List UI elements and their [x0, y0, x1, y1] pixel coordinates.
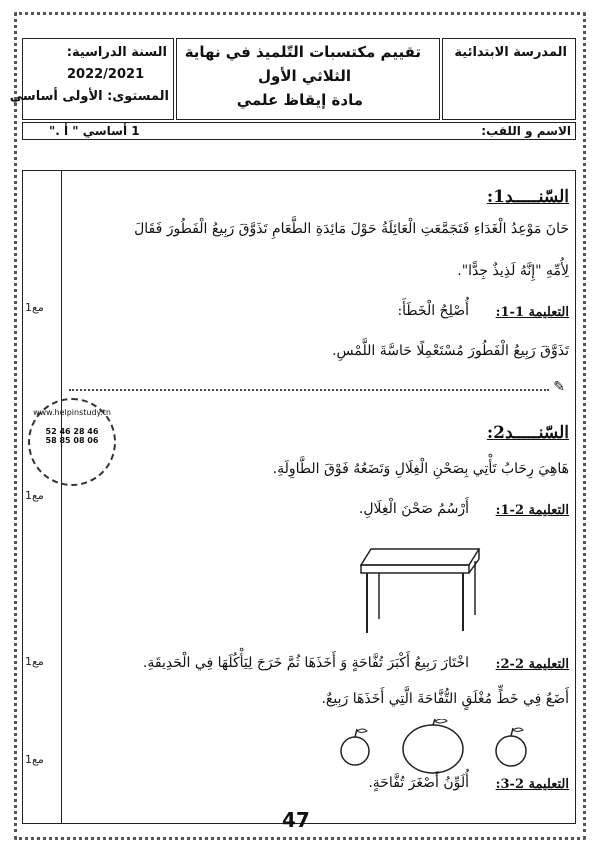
- instruction-2-3-text: أُلَوِّنُ أَصْغَرَ تُفَّاحَةٍ.: [368, 775, 469, 791]
- section1-text-line1: حَانَ مَوْعِدُ الْغَدَاءِ فَتَجَمَّعَتِ الْعَائِلَةُ حَوْلَ مَائِدَةِ الطَّعَامِ تَذَوَّقَ رَبِيعُ الْفَطُورَ فَقَالَ: [134, 221, 569, 237]
- page-number: 47: [282, 808, 310, 832]
- instruction-2-2-text: اخْتَارَ رَبِيعُ أَكْبَرَ تُفَّاحَةٍ وَ أَخَذَهَا ثُمَّ خَرَجَ لِيَأْكُلَهَا فِي الْحَدِيقَةِ.: [142, 655, 469, 671]
- year-label: السنة الدراسية:: [66, 45, 167, 60]
- header-title-box: [176, 38, 440, 120]
- apple-large-icon: [403, 719, 463, 773]
- header-year-box: [9, 38, 174, 120]
- instruction-2-1-text: أَرْسُمُ صَحْنَ الْغِلَالِ.: [358, 501, 469, 517]
- section2-title: السّنـــــد2:: [486, 423, 569, 443]
- level-label: المستوى: الأولى أساسي: [9, 89, 169, 104]
- item-2-2: أَضَعُ فِي خَطٍّ مُغْلَقٍ التُّفَّاحَةَ الَّتِي أَخَذَهَا رَبِيعٌ.: [321, 691, 569, 707]
- pencil-icon: ✎: [553, 379, 565, 395]
- site-stamp: [28, 398, 116, 486]
- name-row: [22, 122, 576, 140]
- answer-line: [69, 389, 549, 391]
- instruction-1-1-text: أُصْلِحُ الْخَطَأَ:: [397, 303, 469, 319]
- stamp-phone2: 58 85 08 06: [45, 436, 99, 445]
- apple-small-icon: [341, 729, 369, 765]
- title-line3: مادة إيقاظ علمي: [236, 91, 363, 109]
- item-1-1: تَذَوَّقَ رَبِيعُ الْفَطُورَ مُسْتَعْمِلًا حَاسَّةَ اللَّمْسِ.: [332, 343, 569, 359]
- score-2-1: مع1: [25, 489, 44, 502]
- name-label: الاسم و اللقب:: [481, 124, 571, 138]
- instruction-2-1: التعليمة 2-1:: [495, 503, 569, 518]
- class-label: 1 أساسي " أ .": [49, 124, 140, 138]
- section1-title: السّنـــــد1:: [486, 187, 569, 207]
- table-drawing: [355, 543, 483, 639]
- title-line1: تقييم مكتسبات التّلميذ في نهاية: [184, 43, 421, 61]
- exercise-area: [22, 170, 576, 824]
- score-1-1: مع1: [25, 301, 44, 314]
- header-school-box: [442, 38, 576, 120]
- apple-medium-icon: [496, 728, 526, 766]
- score-2-2: مع1: [25, 655, 44, 668]
- section1-text-line2: لِأُمِّهِ "إِنَّهُ لَذِيذٌ جِدًّا".: [457, 263, 569, 279]
- stamp-phone1: 52 46 28 46: [45, 427, 99, 436]
- instruction-2-2: التعليمة 2-2:: [495, 657, 569, 672]
- score-2-3: مع1: [25, 753, 44, 766]
- section2-text: هَاهِيَ رِحَابُ تَأْتِي بِصَحْنِ الْغِلَالِ وَتَضَعُهُ فَوْقَ الطَّاوِلَةِ.: [272, 461, 569, 477]
- margin-line: [61, 171, 62, 823]
- apples-drawing: [333, 719, 533, 775]
- stamp-site: www.helpinstudy.tn: [33, 408, 111, 417]
- title-line2: الثلاثي الأول: [258, 67, 351, 85]
- school-label: المدرسة الابتدائية: [454, 45, 567, 60]
- instruction-2-3: التعليمة 2-3:: [495, 777, 569, 792]
- instruction-1-1: التعليمة 1-1:: [495, 305, 569, 320]
- school-year: 2022/2021: [67, 67, 145, 82]
